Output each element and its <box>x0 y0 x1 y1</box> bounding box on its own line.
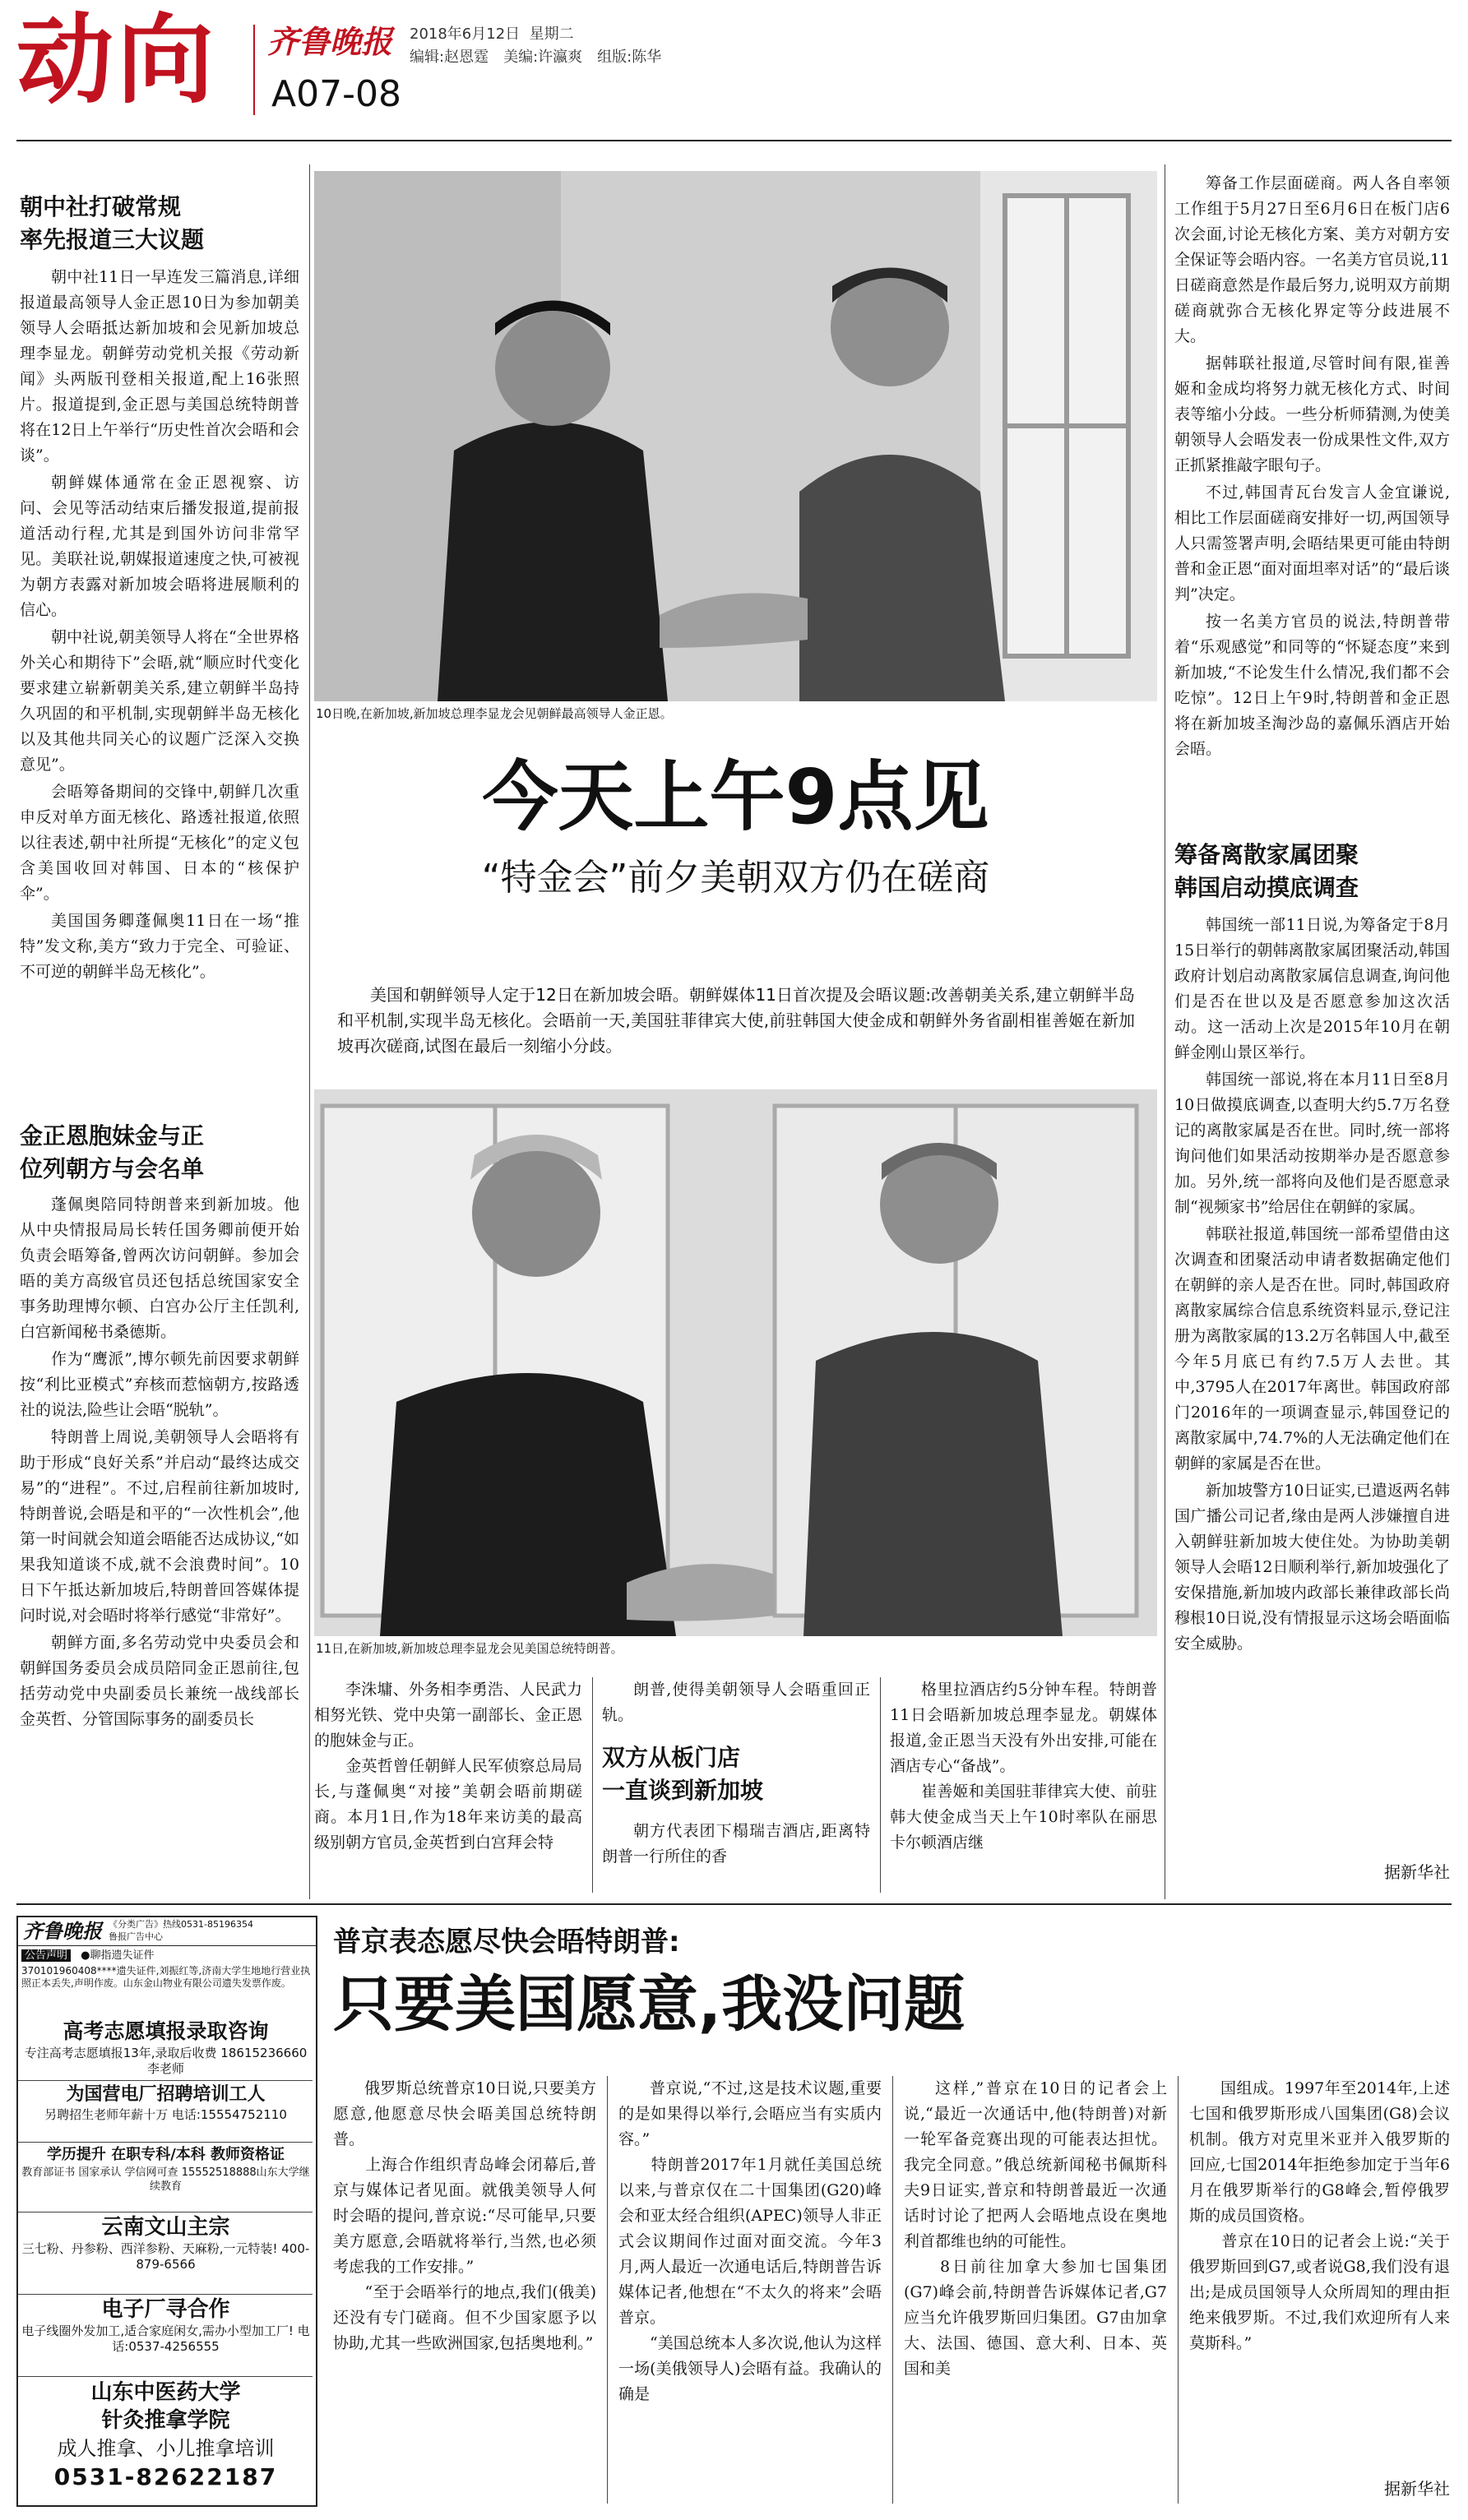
ad-divider <box>18 2376 313 2377</box>
ad-divider <box>18 2142 313 2143</box>
ad-1-title: 高考志愿填报录取咨询 <box>63 2019 269 2043</box>
bottom-col-3: 这样,”普京在10日的记者会上说,“最近一次通话中,他(特朗普)对新一轮军备竞赛出现的可能表达担忧。我完全同意。”俄总统新闻秘书佩斯科夫9日证实,普京和特朗普最近一次通话时讨论了把两人会晤地点设在奥地利首都维也纳的可能性。 8日前往加拿大参加七国集团(G7)峰会前,特朗普告诉媒体记者,G7应当允许俄罗斯回归集团。G7由加拿大、法国、德国、意大利、日本、英国和美 <box>904 2079 1167 2378</box>
mid-col-b-text-2: 朝方代表团下榻瑞吉酒店,距离特朗普一行所住的香 <box>602 1822 870 1866</box>
photo-kim-lee-svg <box>314 171 1157 701</box>
main-headline: 今天上午9点见 <box>482 753 989 841</box>
left-heading-1: 朝中社打破常规 率先报道三大议题 <box>20 193 205 253</box>
ad-divider <box>18 2294 313 2295</box>
right-paragraph: 韩国统一部说,将在本月11日至8月10日做摸底调查,以查明大约5.7万名登记的离散家属是否在世。同时,统一部将询问他们如果活动按期举办是否愿意参加。另外,统一部将向及他们是否愿意录制“视频家书”给居住在朝鲜的家属。 <box>1174 1070 1450 1216</box>
issue-date <box>410 25 574 44</box>
ad-6-phone: 0531-82622187 <box>53 2463 278 2490</box>
right-body-1 <box>1174 171 1450 829</box>
left-paragraph: 朝鲜媒体通常在金正恩视察、访问、会见等活动结束后播发报道,提前报道活动行程,尤其是到国外访问非常罕见。美联社说,朝媒报道速度之快,可被视为朝方表露对新加坡会晤将进展顺利的信心。 <box>20 474 299 619</box>
photo-trump-lee-svg <box>314 1089 1157 1636</box>
ad-hotline-2: 鲁报广告中心 <box>109 1931 163 1942</box>
left-heading-2: 金正恩胞妹金与正 位列朝方与会名单 <box>20 1122 205 1182</box>
ad-5-title: 电子厂寻合作 <box>101 2297 230 2322</box>
ad-6-sub: 成人推拿、小儿推拿培训 <box>57 2437 275 2460</box>
mid-col-b <box>602 1677 870 1893</box>
right-body-2 <box>1174 913 1450 1850</box>
ad-4-title: 云南文山主宗 <box>101 2215 230 2240</box>
lead-paragraph: 美国和朝鲜领导人定于12日在新加坡会晤。朝鲜媒体11日首次提及会晤议题:改善朝美关系,建立朝鲜半岛和平机制,实现半岛无核化。会晤前一天,美国驻菲律宾大使,前驻韩国大使金成和朝鲜外务省副相崔善姬在新加坡再次磋商,试图在最后一刻缩小分歧。 <box>337 985 1135 1056</box>
bottom-col-1: 俄罗斯总统普京10日说,只要美方愿意,他愿意尽快会晤美国总统特朗普。 上海合作组织青岛峰会闭幕后,普京与媒体记者见面。就俄美领导人何时会晤的提问,普京说:“尽可能早,只要美方愿意,会晤就将举行,当然,也必须考虑我的工作安排。” “至于会晤举行的地点,我们(俄美)还没有专门磋商。但不少国家愿予以协助,尤其一些欧洲国家,包括奥地利。” <box>333 2079 596 2352</box>
ad-notice-text: 370101960408****遗失证件,刘振红等,济南大学生地地行营业执照正本丢失,声明作废。山东金山物业有限公司遗失发票作废。 <box>21 1965 311 1989</box>
ad-3-title: 学历提升 在职专科/本科 教师资格证 <box>46 2146 285 2163</box>
ad-header <box>18 1917 316 1946</box>
ad-5-sub: 电子线圈外发加工,适合家庭闲女,需办小型加工厂! 电话:0537-4256555 <box>21 2323 310 2354</box>
left-paragraph: 朝中社11日一早连发三篇消息,详细报道最高领导人金正恩10日为参加朝美领导人会晤抵达新加坡和会见新加坡总理李显龙。朝鲜劳动党机关报《劳动新闻》头两版刊登相关报道,配上16张照片。报道提到,金正恩与美国总统特朗普将在12日上午举行“历史性首次会晤和会谈”。 <box>20 268 299 465</box>
section-title: 动向 <box>16 3 218 117</box>
mid-col-b-text-1: 朗普,使得美朝领导人会晤重回正轨。 <box>602 1681 870 1724</box>
right-paragraph: 韩联社报道,韩国统一部希望借由这次调查和团聚活动申请者数据确定他们在朝鲜的亲人是否在世。同时,韩国政府离散家属综合信息系统资料显示,登记注册为离散家属的13.2万名韩国人中,截至今年5月底已有约7.5万人去世。其中,3795人在2017年离世。韩国政府部门2016年的一项调查显示,韩国登记的离散家属中,74.7%的人无法确定他们在朝鲜的家属是否在世。 <box>1174 1225 1450 1473</box>
section-divider <box>16 1903 1452 1905</box>
left-paragraph: 朝鲜方面,多名劳动党中央委员会和朝鲜国务委员会成员陪同金正恩前往,包括劳动党中央副委员长兼统一战线部长金英哲、分管国际事务的副委员长 <box>20 1634 299 1728</box>
ad-divider <box>18 2080 313 2081</box>
left-paragraph: 蓬佩奥陪同特朗普来到新加坡。他从中央情报局局长转任国务卿前便开始负责会晤筹备,曾两次访问朝鲜。参加会晤的美方高级官员还包括总统国家安全事务助理博尔顿、白宫办公厅主任凯利,白宫新闻秘书桑德斯。 <box>20 1195 299 1341</box>
left-body-2 <box>20 1192 299 1891</box>
ad-notice-extra: ●聊指遗失证件 <box>81 1949 155 1962</box>
right-paragraph: 按一名美方官员的说法,特朗普带着“乐观感觉”和同等的“怀疑态度”来到新加坡,“不论发生什么情况,我们都不会吃惊”。12日上午9时,特朗普和金正恩将在新加坡圣淘沙岛的嘉佩乐酒店开始会晤。 <box>1174 613 1450 758</box>
masthead-divider <box>253 25 255 115</box>
masthead <box>0 0 1468 140</box>
bottom-rule-1 <box>607 2076 608 2504</box>
photo-caption-1: 10日晚,在新加坡,新加坡总理李显龙会见朝鲜最高领导人金正恩。 <box>316 706 673 721</box>
bottom-rule-3 <box>1178 2076 1179 2504</box>
left-paragraph: 作为“鹰派”,博尔顿先前因要求朝鲜按“利比亚模式”弃核而惹恼朝方,按路透社的说法,险些让会晤“脱轨”。 <box>20 1350 299 1419</box>
right-paragraph: 据韩联社报道,尽管时间有限,崔善姬和金成均将努力就无核化方式、时间表等缩小分歧。一些分析师猜测,为使美朝领导人会晤发表一份成果性文件,双方正抓紧推敲字眼句子。 <box>1174 354 1450 474</box>
ad-hotline: 《分类广告》热线0531-85196354 <box>109 1919 253 1930</box>
mid-rule-2 <box>880 1677 881 1893</box>
bottom-col-4: 国组成。1997年至2014年,上述七国和俄罗斯形成八国集团(G8)会议机制。俄方对克里米亚并入俄罗斯的回应,七国2014年拒绝参加定于当年6月在俄罗斯举行的G8峰会,暂停俄罗斯的成员国资格。 普京在10日的记者会上说:“关于俄罗斯回到G7,或者说G8,我们没有退出;是成员国领导人众所周知的理由拒绝来俄罗斯。不过,我们欢迎所有人来莫斯科。” <box>1189 2079 1450 2352</box>
bottom-kicker: 普京表态愿尽快会晤特朗普: <box>333 1926 680 1958</box>
bottom-col-2: 普京说,“不过,这是技术议题,重要的是如果得以举行,会晤应当有实质内容。” 特朗普2017年1月就任美国总统以来,与普京仅在二十国集团(G20)峰会和亚太经合组织(APEC)领导人非正式会议期间作过面对面交流。今年3月,两人最近一次通电话后,特朗普告诉媒体记者,他想在“不太久的将来”会晤普京。 “美国总统本人多次说,他认为这样一场(美俄领导人)会晤有益。我确认的确是 <box>618 2079 882 2403</box>
column-rule-left <box>309 164 310 1899</box>
left-paragraph: 会晤筹备期间的交锋中,朝鲜几次重申反对单方面无核化、路透社报道,依照以往表述,朝中社所提“无核化”的定义包含美国收回对韩国、日本的“核保护伞”。 <box>20 783 299 903</box>
left-paragraph: 美国国务卿蓬佩奥11日在一场“推特”发文称,美方“致力于完全、可验证、不可逆的朝鲜半岛无核化”。 <box>20 912 299 981</box>
ad-6-title: 山东中医药大学 针灸推拿学院 <box>90 2380 241 2433</box>
ad-notice-label: 公告声明 <box>21 1949 71 1962</box>
ad-logo: 齐鲁晚报 <box>23 1919 102 1943</box>
left-body-1 <box>20 265 299 1118</box>
weekday: 星期二 <box>529 25 574 43</box>
main-subhead: “特金会”前夕美朝双方仍在磋商 <box>481 857 990 899</box>
paper-logo: 齐鲁晚报 <box>267 23 393 60</box>
bottom-credit: 据新华社 <box>1384 2479 1450 2499</box>
ad-2-sub: 另聘招生老师年薪十万 电话:15554752110 <box>44 2107 287 2122</box>
editors: 编辑:赵恩霆 美编:许瀛爽 组版:陈华 <box>410 49 662 66</box>
ad-2-title: 为国营电厂招聘培训工人 <box>66 2084 266 2105</box>
ad-divider <box>18 2212 313 2213</box>
right-paragraph: 新加坡警方10日证实,已遣返两名韩国广播公司记者,缘由是两人涉嫌擅自进入朝鲜驻新加坡大使住处。为协助美朝领导人会晤12日顺利举行,新加坡强化了安保措施,新加坡内政部长兼律政部长尚穆根10日说,没有情报显示这场会晤面临安全威胁。 <box>1174 1482 1450 1653</box>
mid-rule-1 <box>592 1677 593 1893</box>
mid-col-b-heading: 双方从板门店 一直谈到新加坡 <box>602 1744 764 1804</box>
photo-kim-lee-handshake <box>314 171 1157 701</box>
left-paragraph: 朝中社说,朝美领导人将在“全世界格外关心和期待下”会晤,就“顺应时代变化要求建立崭新朝美关系,建立朝鲜半岛持久巩固的和平机制,实现朝鲜半岛无核化以及其他共同关心的议题广泛深入交换意见”。 <box>20 628 299 774</box>
mid-col-a: 李洙墉、外务相李勇浩、人民武力相努光铁、党中央第一副部长、金正恩的胞妹金与正。 金英哲曾任朝鲜人民军侦察总局局长,与蓬佩奥“对接”美朝会晤前期磋商。本月1日,作为18年来访美的最高级别朝方官员,金英哲到白宫拜会特 <box>314 1681 582 1852</box>
photo-trump-lee-handshake <box>314 1089 1157 1636</box>
masthead-rule <box>16 140 1452 141</box>
right-heading: 筹备离散家属团聚 韩国启动摸底调查 <box>1174 841 1359 901</box>
ad-notice-title <box>21 1949 311 1963</box>
right-credit: 据新华社 <box>1384 1862 1450 1882</box>
ad-3-sub: 教育部证书 国家承认 学信网可查 15552518888山东大学继续教育 <box>21 2166 310 2193</box>
date: 2018年6月12日 <box>410 25 521 43</box>
right-paragraph: 筹备工作层面磋商。两人各自率领工作组于5月27日至6月6日在板门店6次会面,讨论无核化方案、美方对朝方安全保证等会晤内容。一名美方官员说,11日磋商意然是作最后努力,说明双方前期磋商就弥合无核化界定等分歧进展不大。 <box>1174 174 1450 345</box>
right-paragraph: 不过,韩国青瓦台发言人金宜谦说,相比工作层面磋商安排好一切,两国领导人只需签署声明,会晤结果更可能由特朗普和金正恩“面对面坦率对话”的“最后谈判”决定。 <box>1174 483 1450 603</box>
left-paragraph: 特朗普上周说,美朝领导人会晤将有助于形成“良好关系”并启动“最终达成交易”的“进程”。不过,启程前往新加坡时,特朗普说,会晤是和平的“一次性机会”,他第一时间就会知道会晤能否达成协议,“如果我知道谈不成,就不会浪费时间”。10日下午抵达新加坡后,特朗普回答媒体提问时说,对会晤时将举行感觉“非常好”。 <box>20 1428 299 1625</box>
page-number: A07-08 <box>271 73 401 115</box>
ad-1-sub: 专注高考志愿填报13年,录取后收费 18615236660李老师 <box>24 2046 308 2076</box>
bottom-rule-2 <box>892 2076 893 2504</box>
mid-col-c: 格里拉酒店约5分钟车程。特朗普11日会晤新加坡总理李显龙。朝媒体报道,金正恩当天没有外出安排,可能在酒店专心“备战”。 崔善姬和美国驻菲律宾大使、前驻韩大使金成当天上午10时率队在丽思卡尔顿酒店继 <box>890 1681 1157 1852</box>
ad-4-sub: 三七粉、丹参粉、西洋参粉、天麻粉,一元特装! 400-879-6566 <box>21 2241 310 2272</box>
right-paragraph: 韩国统一部11日说,为筹备定于8月15日举行的朝韩离散家属团聚活动,韩国政府计划启动离散家属信息调查,询问他们是否在世以及是否愿意参加这次活动。这一活动上次是2015年10月在朝鲜金刚山景区举行。 <box>1174 916 1450 1061</box>
photo-caption-2: 11日,在新加坡,新加坡总理李显龙会见美国总统特朗普。 <box>316 1641 623 1656</box>
bottom-headline: 只要美国愿意,我没问题 <box>333 1969 966 2040</box>
